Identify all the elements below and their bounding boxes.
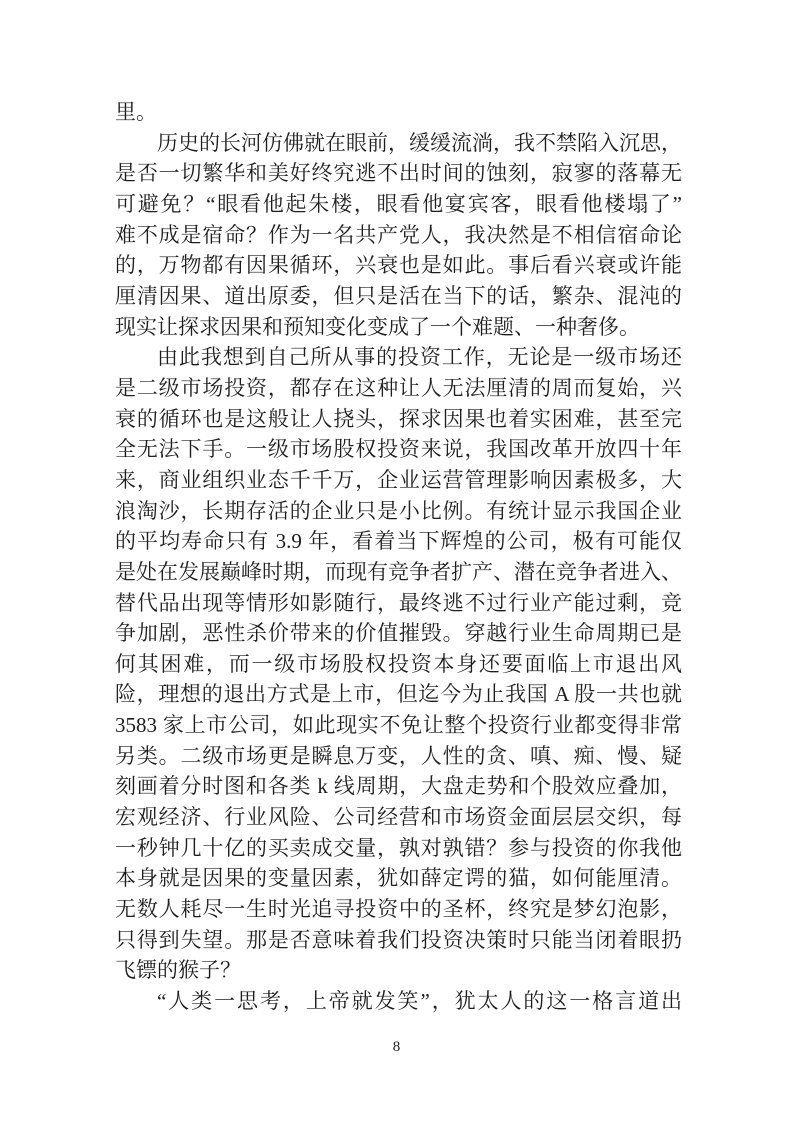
text-line: 的，万物都有因果循环，兴衰也是如此。事后看兴衰或许能 [115,253,682,278]
text-line: 本身就是因果的变量因素，犹如薛定谔的猫，如何能厘清。 [115,866,682,891]
text-line: 3583 家上市公司，如此现实不免让整个投资行业都变得非常 [115,713,682,738]
text-line: 可避免？“眼看他起朱楼，眼看他宴宾客，眼看他楼塌了” [115,191,682,216]
text-line: 宏观经济、行业风险、公司经营和市场资金面层层交织，每 [115,805,682,830]
page-number: 8 [392,1039,401,1055]
text-line: 历史的长河仿佛就在眼前，缓缓流淌，我不禁陷入沉思， [157,130,682,155]
text-line: 的平均寿命只有 3.9 年，看着当下辉煌的公司，极有可能仅 [115,529,682,554]
text-line: 无数人耗尽一生时光追寻投资中的圣杯，终究是梦幻泡影， [115,897,682,922]
text-line: “人类一思考，上帝就发笑”，犹太人的这一格言道出 [157,989,682,1014]
text-line: 另类。二级市场更是瞬息万变，人性的贪、嗔、痴、慢、疑 [115,743,682,768]
text-line: 一秒钟几十亿的买卖成交量，孰对孰错？参与投资的你我他 [115,835,682,860]
text-line: 是二级市场投资，都存在这种让人无法厘清的周而复始，兴 [115,375,682,400]
text-line: 来，商业组织业态千千万，企业运营管理影响因素极多，大 [115,467,682,492]
text-line: 里。 [115,100,157,124]
document-body [115,97,682,1017]
text-line: 现实让探求因果和预知变化变成了一个难题、一种奢侈。 [115,314,640,339]
text-line: 由此我想到自己所从事的投资工作，无论是一级市场还 [157,345,682,370]
text-line: 全无法下手。一级市场股权投资来说，我国改革开放四十年 [115,437,682,462]
text-line: 只得到失望。那是否意味着我们投资决策时只能当闭着眼扔 [115,927,682,952]
text-line: 难不成是宿命？作为一名共产党人，我决然是不相信宿命论 [115,222,682,247]
text-line: 争加剧，恶性杀价带来的价值摧毁。穿越行业生命周期已是 [115,621,682,646]
text-line: 浪淘沙，长期存活的企业只是小比例。有统计显示我国企业 [115,498,682,523]
text-line: 飞镖的猴子？ [115,958,241,983]
text-line: 险，理想的退出方式是上市，但迄今为止我国 A 股一共也就 [115,682,682,707]
text-line: 刻画着分时图和各类 k 线周期，大盘走势和个股效应叠加， [115,774,682,799]
text-line: 厘清因果、道出原委，但只是活在当下的话，繁杂、混沌的 [115,283,682,308]
text-line: 是否一切繁华和美好终究逃不出时间的蚀刻，寂寥的落幕无 [115,161,682,186]
text-line: 是处在发展巅峰时期，而现有竞争者扩产、潜在竞争者进入、 [115,559,682,584]
text-line: 替代品出现等情形如影随行，最终逃不过行业产能过剩，竞 [115,590,682,615]
text-line: 衰的循环也是这般让人挠头，探求因果也着实困难，甚至完 [115,406,682,431]
text-line: 何其困难，而一级市场股权投资本身还要面临上市退出风 [115,651,682,676]
